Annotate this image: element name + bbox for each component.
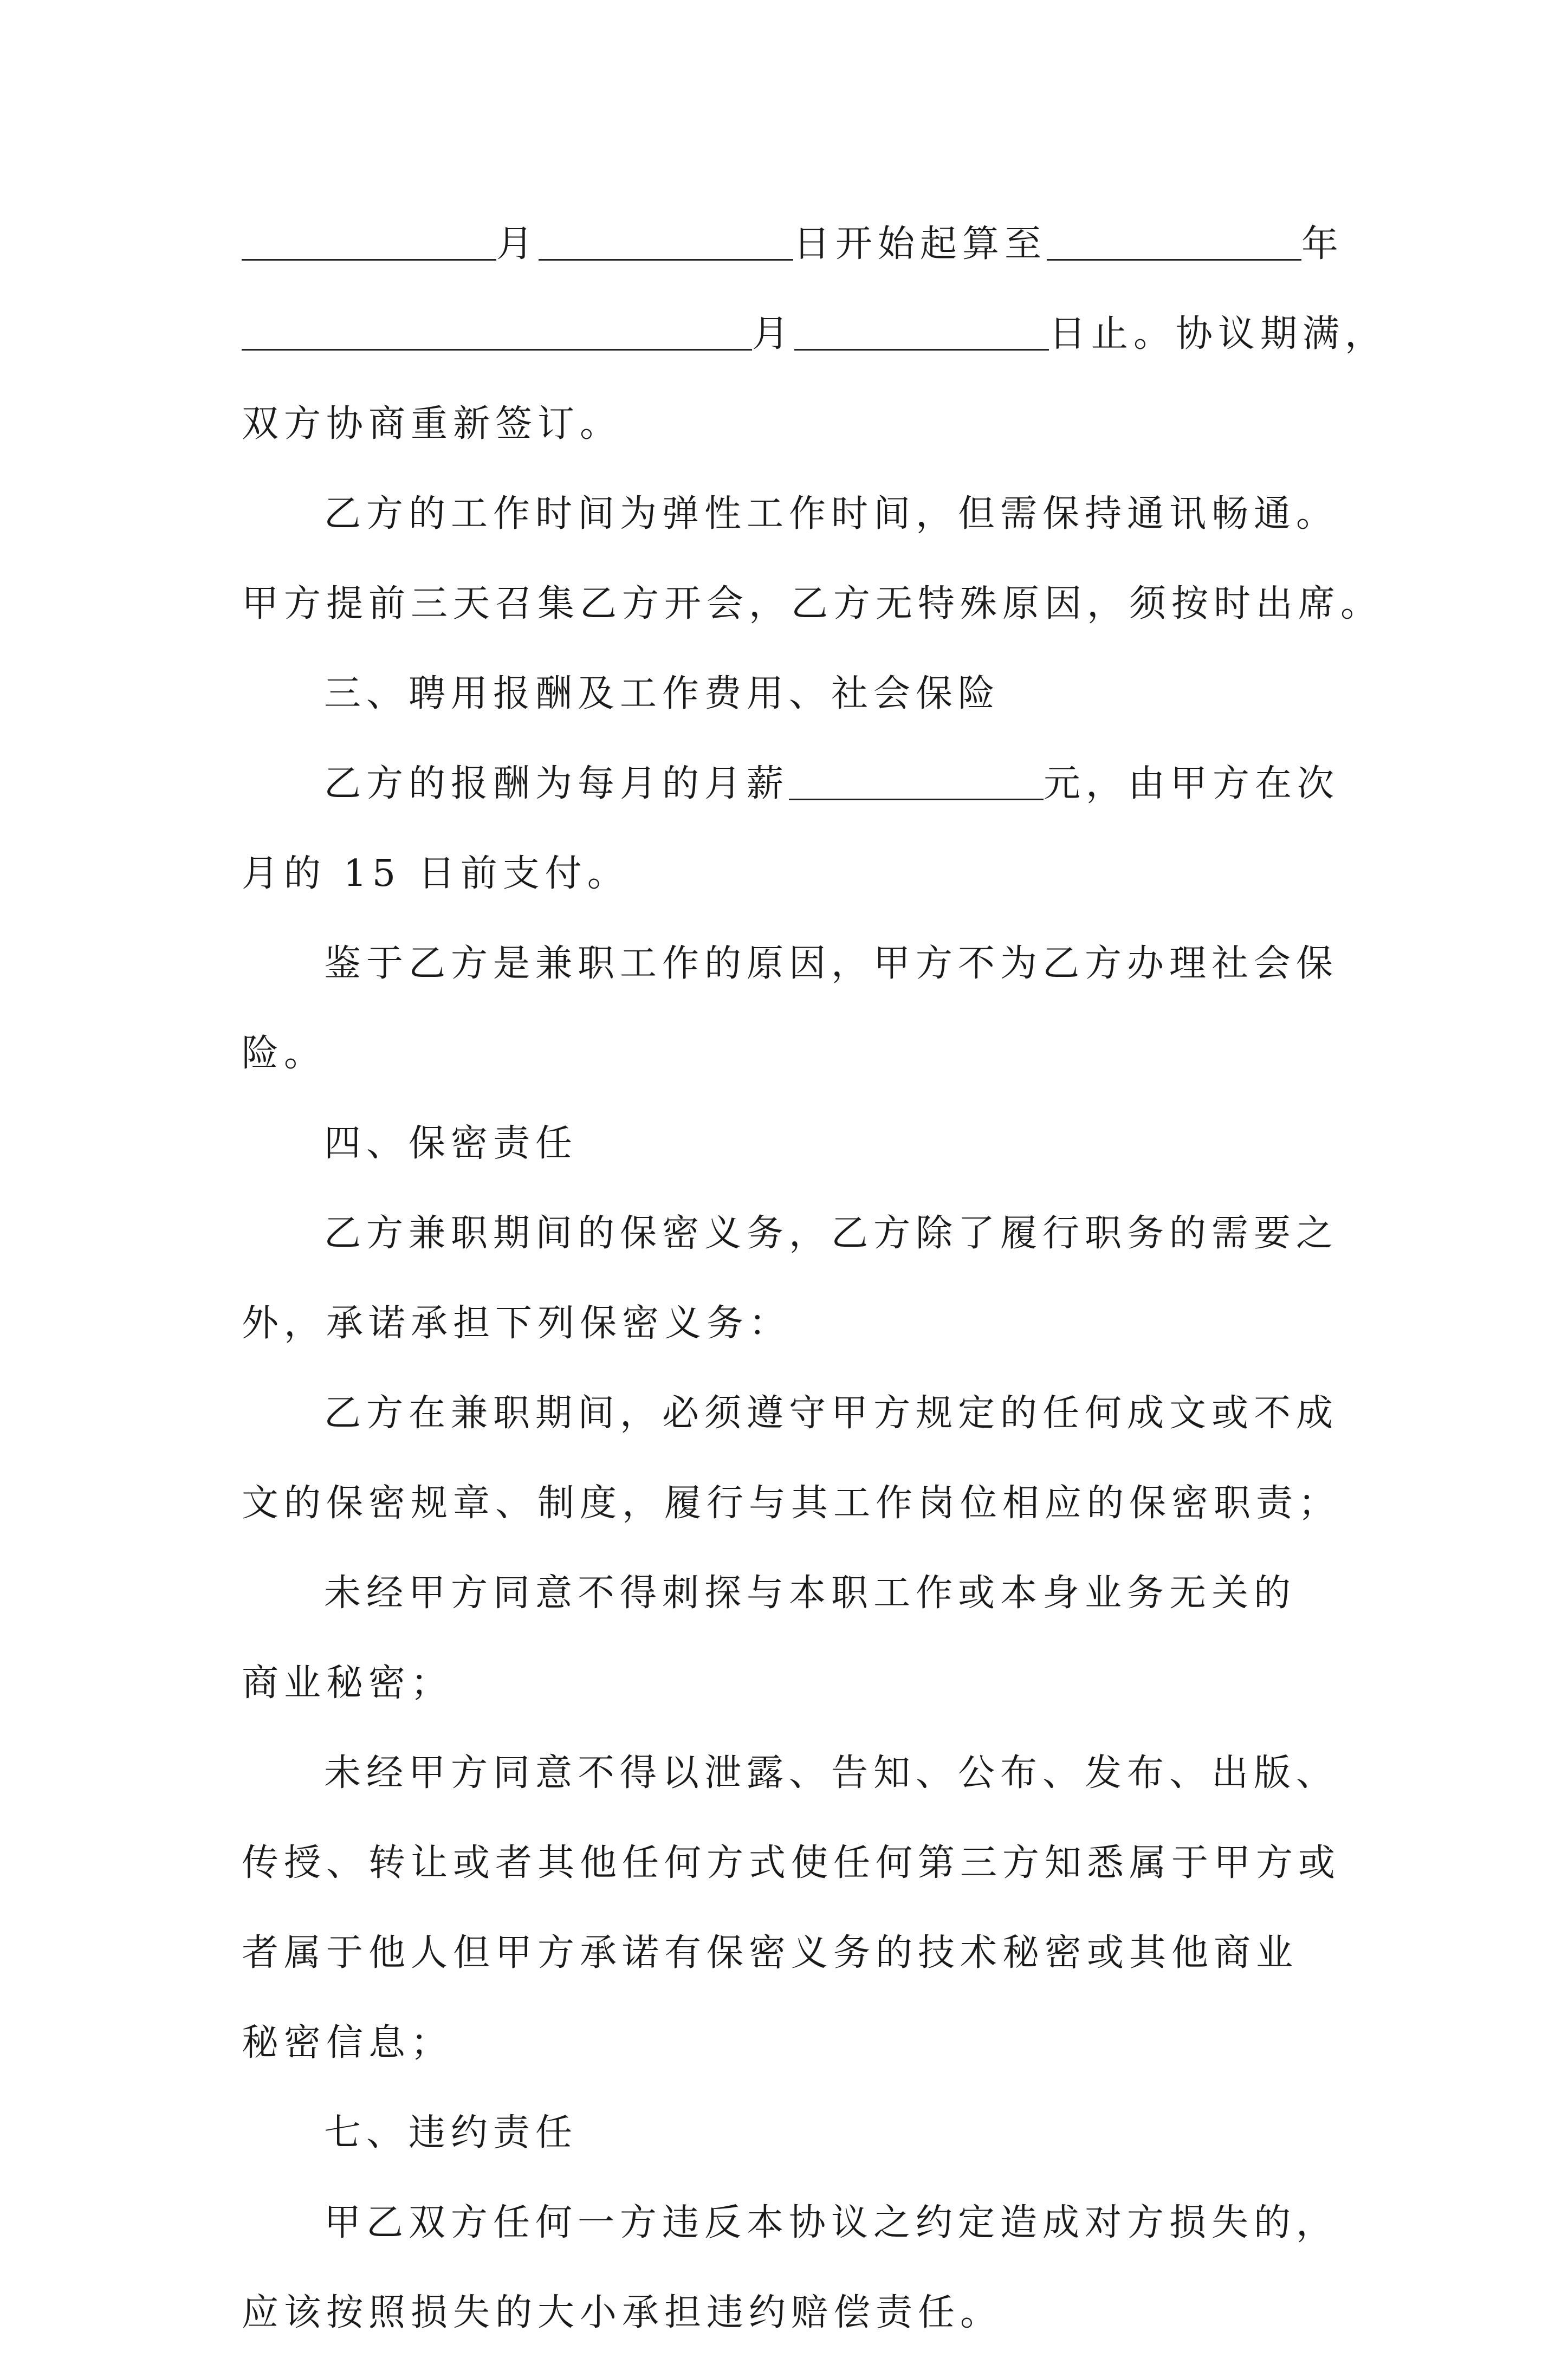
date-line-start: [242, 199, 1344, 289]
paragraph-line: 未经甲方同意不得刺探与本职工作或本身业务无关的: [324, 1572, 1297, 1615]
paragraph-line: 乙方兼职期间的保密义务，乙方除了履行职务的需要之: [324, 1212, 1339, 1255]
month-label: 月: [752, 313, 795, 355]
salary-prefix: 乙方的报酬为每月的月薪: [324, 762, 789, 805]
paragraph-line: 外，承诺承担下列保密义务：: [242, 1302, 792, 1345]
blank-field: [1047, 218, 1301, 261]
blank-field: [789, 757, 1044, 800]
salary-line: [242, 739, 1340, 829]
blank-field: [242, 218, 496, 261]
paragraph-line: 双方协商重新签订。: [242, 403, 623, 445]
document-body: [242, 199, 1388, 2358]
paragraph-line: 甲方提前三天召集乙方开会，乙方无特殊原因，须按时出席。: [242, 582, 1383, 625]
year-label: 年: [1301, 223, 1344, 265]
paragraph-line: 商业秘密；: [242, 1662, 453, 1705]
paragraph-line: 传授、转让或者其他任何方式使任何第三方知悉属于甲方或: [242, 1842, 1341, 1884]
paragraph-line: 甲乙双方任何一方违反本协议之约定造成对方损失的，: [324, 2201, 1339, 2244]
blank-field: [242, 308, 752, 351]
paragraph-line: 乙方的工作时间为弹性工作时间，但需保持通讯畅通。: [324, 493, 1339, 535]
paragraph-line: 乙方在兼职期间，必须遵守甲方规定的任何成文或不成: [324, 1392, 1339, 1435]
paragraph-line: 秘密信息；: [242, 2022, 453, 2064]
section-heading: 四、保密责任: [324, 1122, 578, 1165]
month-label: 月: [496, 223, 539, 265]
blank-field: [539, 218, 793, 261]
day-start-label: 日开始起算至: [793, 223, 1047, 265]
paragraph-line: 文的保密规章、制度，履行与其工作岗位相应的保密职责；: [242, 1482, 1341, 1525]
section-heading: 七、违约责任: [324, 2111, 578, 2154]
blank-field: [794, 308, 1049, 351]
day-end-label: 日止。协议期满，: [1049, 313, 1388, 355]
paragraph-line: 者属于他人但甲方承诺有保密义务的技术秘密或其他商业: [242, 1932, 1299, 1974]
date-line-end: [242, 289, 1388, 379]
paragraph-line: 险。: [242, 1032, 327, 1075]
salary-suffix: 元，由甲方在次: [1044, 762, 1340, 805]
paragraph-line: 鉴于乙方是兼职工作的原因，甲方不为乙方办理社会保: [324, 942, 1339, 985]
paragraph-line: 未经甲方同意不得以泄露、告知、公布、发布、出版、: [324, 1752, 1339, 1795]
paragraph-line: 应该按照损失的大小承担违约赔偿责任。: [242, 2291, 1003, 2334]
paragraph-line: 月的 15 日前支付。: [242, 852, 630, 895]
section-heading: 三、聘用报酬及工作费用、社会保险: [324, 672, 1001, 715]
